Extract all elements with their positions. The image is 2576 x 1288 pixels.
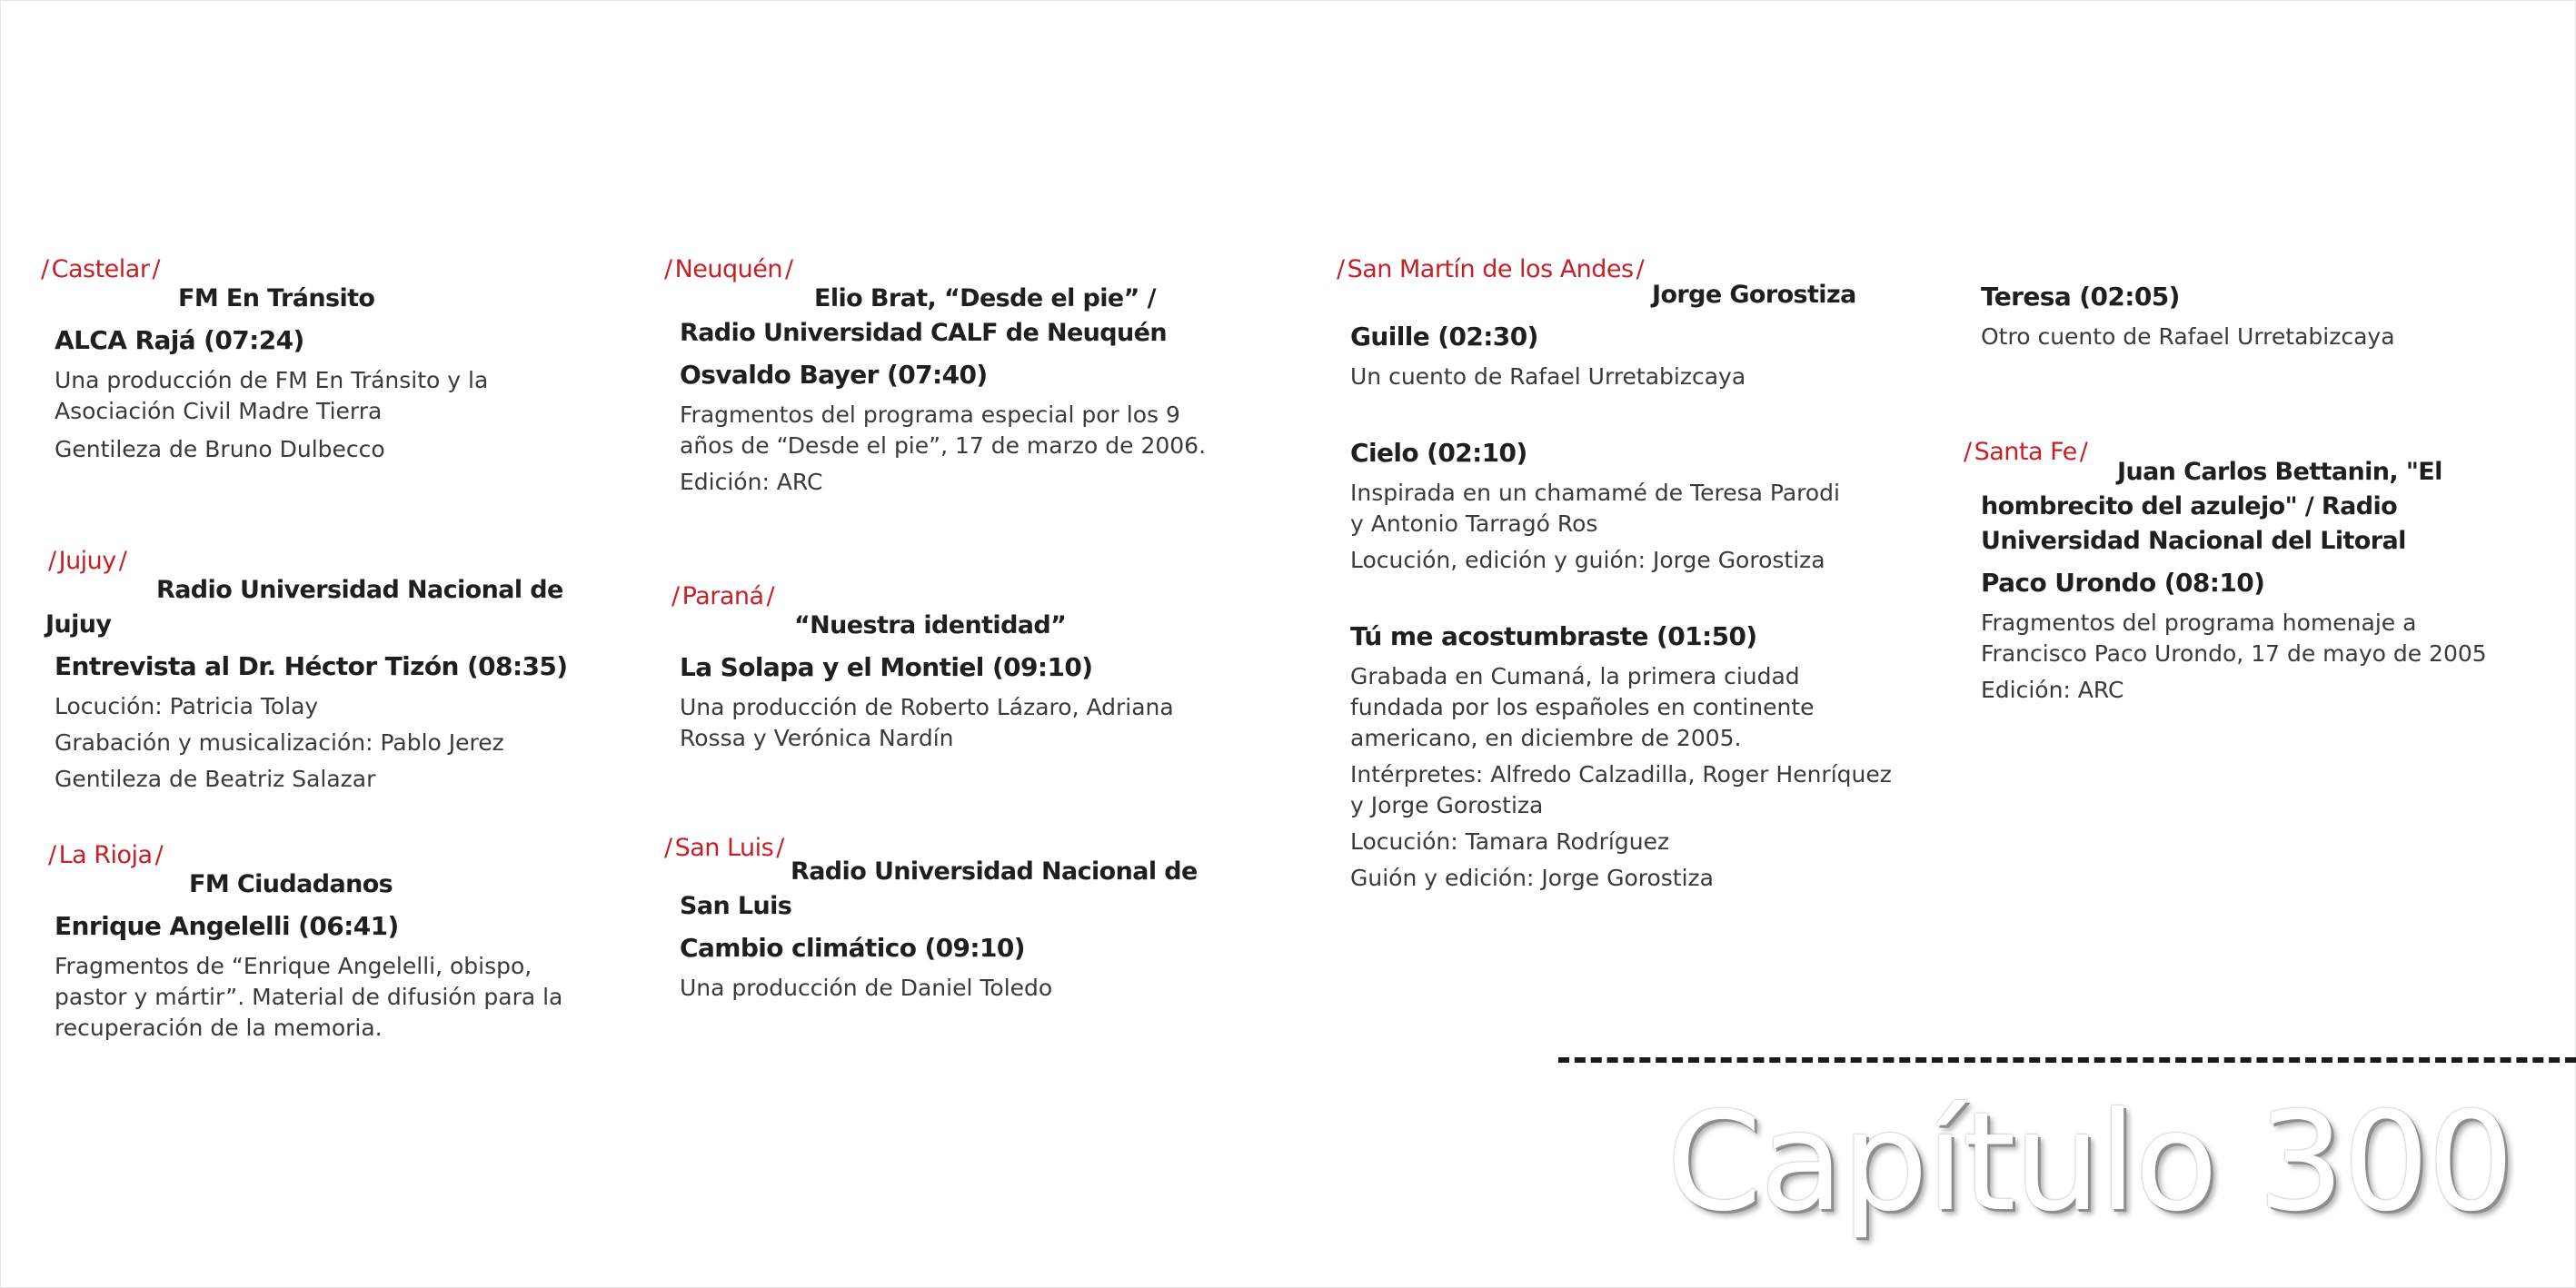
track-title: Teresa (02:05) [1981,282,2180,312]
entry-san-martin [1334,254,1915,894]
track-credit: Gentileza de Bruno Dulbecco [55,436,385,462]
entry-castelar [38,254,583,465]
track-title: Cielo (02:10) [1350,438,1527,468]
track-title: Paco Urondo (08:10) [1981,568,2265,598]
track-credit: Intérpretes: Alfredo Calzadilla, Roger Henríquez y Jorge Gorostiza [1350,761,1892,818]
source-name: Elio Brat, “Desde el pie” / Radio Universidad CALF de Neuquén [680,284,1167,347]
track-credit: Guión y edición: Jorge Gorostiza [1350,865,1714,891]
place-label: / Santa Fe / [1964,438,2088,466]
track-credit: Locución, edición y guión: Jorge Gorostiza [1350,547,1825,573]
place-label: / Castelar / [41,255,161,283]
entry-la-rioja [45,840,591,1044]
dashed-divider [1558,1057,2576,1063]
place-label: / Jujuy / [48,547,127,575]
track-credit: Un cuento de Rafael Urretabizcaya [1350,363,1746,390]
track-credit: Otro cuento de Rafael Urretabizcaya [1981,323,2395,350]
source-name: “Nuestra identidad” [794,611,1067,639]
source-name: Radio Universidad Nacional de San Luis [680,857,1198,920]
track-title: La Solapa y el Montiel (09:10) [680,652,1093,682]
track-credit: Fragmentos de “Enrique Angelelli, obispo, pastor y mártir”. Material de difusión para la recuperación de la memoria. [55,953,563,1041]
track-credit: Una producción de FM En Tránsito y la Asociación Civil Madre Tierra [55,367,489,424]
source-name: Radio Universidad Nacional de Jujuy [45,576,563,639]
track-credit: Una producción de Daniel Toledo [680,975,1053,1001]
source-name: Jorge Gorostiza [1652,281,1856,309]
chapter-title: Capítulo 300 [1666,1084,2512,1242]
entry-jujuy [45,546,591,795]
track-credit: Gentileza de Beatriz Salazar [55,766,376,792]
track-credit: Locución: Tamara Rodríguez [1350,828,1670,855]
entry-san-luis [661,833,1225,1004]
track-title: Guille (02:30) [1350,322,1538,352]
entry-santa-fe [1961,437,2551,706]
track-credit: Edición: ARC [680,469,823,495]
track-title: Tú me acostumbraste (01:50) [1350,621,1757,651]
track-credit: Grabada en Cumaná, la primera ciudad fundada por los españoles en continente americano, en diciembre de 2005. [1350,663,1815,751]
track-credit: Edición: ARC [1981,677,2124,703]
place-label: / Paraná / [671,582,775,610]
source-name: FM Ciudadanos [189,870,393,898]
track-title: Entrevista al Dr. Héctor Tizón (08:35) [55,651,568,681]
entry-parana [669,581,1232,754]
track-credit: Inspirada en un chamamé de Teresa Parodi y Antonio Tarragó Ros [1350,480,1840,537]
track-credit: Una producción de Roberto Lázaro, Adriana Rossa y Verónica Nardín [680,694,1174,751]
track-credit: Grabación y musicalización: Pablo Jerez [55,729,504,756]
track-credit: Fragmentos del programa especial por los 9 años de “Desde el pie”, 17 de marzo de 2006. [680,401,1207,459]
place-label: / La Rioja / [48,841,164,869]
entry-teresa [1964,280,2546,352]
source-name: Juan Carlos Bettanin, "El hombrecito del azulejo" / Radio Universidad Nacional del Litoral [1981,458,2442,555]
track-title: Osvaldo Bayer (07:40) [680,360,988,390]
track-credit: Fragmentos del programa homenaje a Francisco Paco Urondo, 17 de mayo de 2005 [1981,609,2487,667]
track-title: Enrique Angelelli (06:41) [55,911,399,941]
track-title: Cambio climático (09:10) [680,933,1025,963]
track-title: ALCA Rajá (07:24) [55,325,304,355]
place-label: / San Luis / [664,834,784,862]
place-label: / San Martín de los Andes / [1337,255,1645,283]
track-credit: Locución: Patricia Tolay [55,693,319,719]
entry-neuquen [661,254,1225,498]
source-name: FM En Tránsito [178,284,375,312]
place-label: / Neuquén / [664,255,793,283]
